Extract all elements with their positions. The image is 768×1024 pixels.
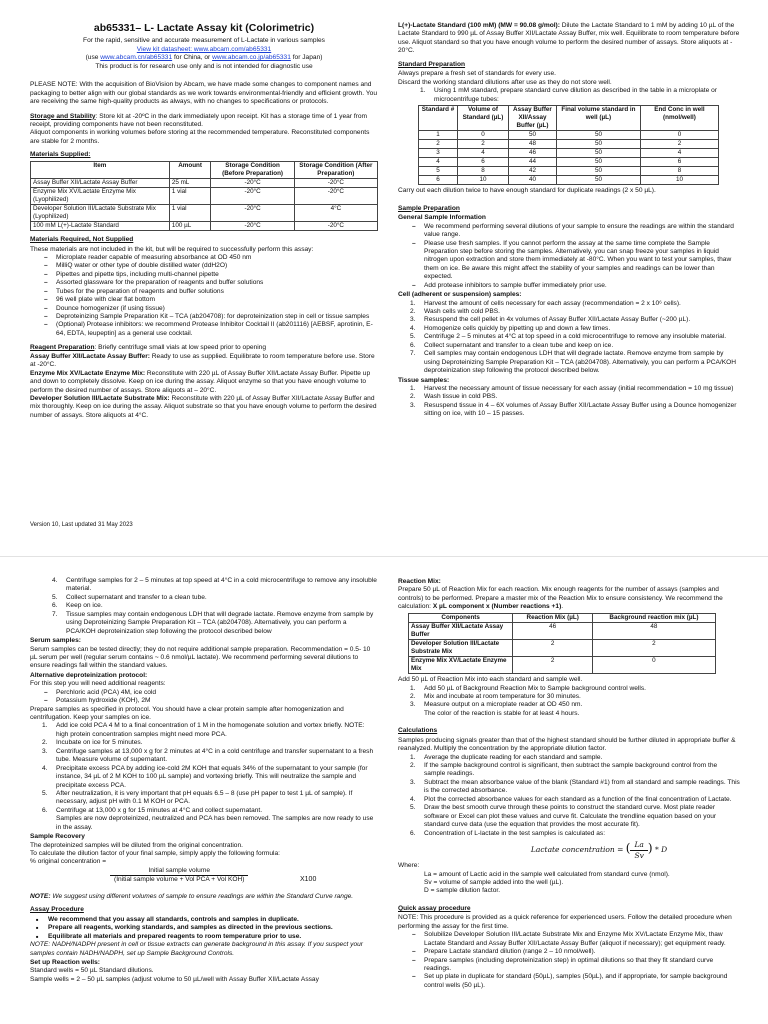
calculations-intro: Samples producing signals greater than that of the highest standard should be further diluted in appropriate buffer & reanalyzed. Multiply the concentration by the appropriate dilution factor. [398,736,736,753]
list-item: 2. Incubate on ice for 5 minutes. [42,739,143,747]
not-supplied-heading: Materials Required, Not Supplied [30,236,134,244]
table-row [419,131,719,140]
list-item: 4. Homogenize cells quickly by pipetting up and down a few times. [410,324,611,332]
alt-deprot-text: Prepare samples as specified in protocol. You should have a clear protein sample after homogenization and centrifugation. Keep your samples on ice. [30,705,344,721]
note-paragraph [30,893,378,901]
table-cell: Enzyme Mix XV/Lactate Enzyme Mix (Lyophilized) [31,187,170,204]
list-item: – (Optional) Protease inhibitors: we recommend Protease Inhibitor Cocktail II (ab201116) [AEBSF, aprotinin, E-64, EDTA, leupeptin] as a general use cocktail. [44,321,378,338]
step-text: Resuspend the cell pellet in 4x volumes of Assay Buffer XII/Lactate Assay Buffer (~200 µL). [424,316,691,324]
list-item: 3. Subtract the mean absorbance value of the blank (Standard #1) from all standard and sample readings. This is the corrected absorbance. [410,778,740,795]
table-cell: 0 [457,131,508,140]
materials-header-after: Storage Condition (After Preparation) [294,161,377,178]
mix-header-background: Background reaction mix (µL) [593,613,716,622]
cell-samples-heading: Cell (adherent or suspension) samples: [398,291,522,299]
reaction-mix-text: Prepare 50 µL of Reaction Mix for each reaction. Mix enough reagents for the number of assays (samples and controls) to be performed. Prepare a master mix of the Reaction Mix to ensure consistency. We recommend the calculation: X µL component x (Number reactions +1). [398,586,723,611]
storage-heading: Storage and Stability [30,112,96,120]
list-item: 5. Draw the best smooth curve through these points to construct the standard curve. Most plate reader software or Excel can plot these values and curve fit. Calculate the trendline equation based on your standard curve data (use the equation that provides the most accurate fit). [410,804,717,829]
table-cell: 42 [508,167,556,176]
table-cell: -20°C [294,187,377,204]
table-cell: 50 [556,149,640,158]
list-item: 3. Resuspend the cell pellet in 4x volumes of Assay Buffer XII/Lactate Assay Buffer (~200 µL). [410,316,691,324]
table-cell: 100 µL [169,222,211,231]
enzyme-text: Reconstitute with 220 µL of Assay Buffer XII/Lactate Assay Buffer. Pipette up and down to completely dissolve. Keep on ice during the assay. Aliquot enzyme so that you have enough volume to perform the desired number of assays. Store aliquots at – 20°C. [30,369,371,394]
step-text: Wash cells with cold PBS. [424,308,500,316]
assay-buffer-paragraph [30,353,378,370]
table-cell: 25 mL [169,178,211,187]
step-text: After neutralization, it is very important that pH equals 6.5 – 8 (use pH paper to test 1 µL of sample). If necessary, adjust pH with 0.1 M KOH or PCA. [56,789,353,806]
table-cell: Assay Buffer XII/Lactate Assay Buffer [409,622,513,639]
list-item: 1. Using 1 mM standard, prepare standard curve dilution as described in the table in a microplate or microcentrifuge tubes: [420,87,717,103]
table-cell: Developer Solution III/Lactate Substrate Mix (Lyophilized) [31,204,170,221]
std-header-buffer: Assay Buffer XII/Assay Buffer (µL) [508,105,556,130]
step-text: Mix and incubate at room temperature for 30 minutes. [424,692,581,700]
recovery-text-2: To calculate the dilution factor of your final sample, simply apply the following formula: [30,850,280,857]
std-header-number: Standard # [419,105,458,130]
subtitle: For the rapid, sensitive and accurate measurement of L-Lactate in various samples [83,37,325,45]
table-cell: 50 [556,158,640,167]
equation-numerator: La [630,840,647,851]
step-text: Incubate on ice for 5 minutes. [56,739,143,747]
table-cell: -20°C [211,222,294,231]
table-cell: -20°C [211,187,294,204]
materials-header-amount: Amount [169,161,211,178]
china-link[interactable]: www.abcam.cn/ab65331 [100,54,173,62]
recovery-denominator: (Initial sample volume + Vol PCA + Vol KOH) [114,876,245,884]
table-cell: Assay Buffer XII/Lactate Assay Buffer [31,178,170,187]
step-text: Harvest the necessary amount of tissue necessary for each assay (initial recommendation = 10 mg tissue) [424,384,734,392]
page2-right-column [398,577,740,990]
mix-header-reaction: Reaction Mix (µL) [513,613,593,622]
recovery-formula [30,867,378,889]
reagent-prep-heading: Reagent Preparation [30,344,95,352]
recovery-formula-label: % original concentration = [30,858,107,866]
recovery-text-1: The deproteinized samples will be diluted from the original concentration. [30,841,243,849]
step-text: Collect supernatant and transfer to a clean tube. [66,593,207,601]
step-text: Measure output on a microplate reader at OD 450 nm. [424,701,583,709]
list-item: D = sample dilution factor. [424,887,501,895]
list-item: ■ Equilibrate all materials and prepared reagents to room temperature prior to use. [36,933,378,941]
equation-lhs: Lactate concentration = [530,845,624,855]
table-cell: 50 [556,167,640,176]
not-supplied-intro: These materials are not included in the kit, but will be required to successfully perform this assay: [30,245,314,253]
storage-text-2: Aliquot components in working volumes before storing at the recommended temperature. Reconstituted components are stable for 2 months. [30,129,370,145]
table-cell: 100 mM L(+)-Lactate Standard [31,222,170,231]
version-footer: Version 10, Last updated 31 May 2023 [30,522,133,528]
developer-paragraph [30,395,378,420]
alt-suffix: for Japan) [290,54,323,62]
table-cell: -20°C [294,178,377,187]
table-row [409,622,716,639]
reaction-stable-note: The color of the reaction is stable for at least 4 hours. [424,709,580,717]
quick-procedure-heading: Quick assay procedure [398,904,471,912]
reaction-wells-heading: Set up Reaction wells: [30,958,100,966]
cell-samples-list [410,300,740,376]
list-item: 7. Cell samples may contain endogenous LDH that will degrade lactate. Remove enzyme from sample by using Deproteinizing Sample Preparation Kit – TCA (ab204708). Alternatively, you can perform a PCA/KOH deproteinization step following the protocol described below. [410,350,737,375]
standard-prep-line-2: Discard the working standard dilutions after use as they do not store well. [398,78,612,86]
table-row [31,178,378,187]
general-info-heading: General Sample Information [398,214,486,222]
serum-text: Serum samples can be tested directly; they do not require additional sample preparation. Recommendation = 0.5- 10 µL serum per well (regular serum contains ~ 0.6 nmol/µL lactate). We recommend performing several dilutions to ensure readings fall within the standard values. [30,645,371,670]
table-cell: 5 [419,167,458,176]
std-header-final: Final volume standard in well (µL) [556,105,640,130]
table-cell: 50 [556,140,640,149]
list-item: 6. Concentration of L-lactate in the test samples is calculated as: [410,829,606,837]
list-item: – Prepare Lactate standard dilution (range 2 – 10 nmol/well). [412,948,740,956]
table-cell: 46 [508,149,556,158]
where-list [424,871,740,896]
list-item: 1. Add 50 µL of Background Reaction Mix to Sample background control wells. [410,684,647,692]
list-item: Sv = volume of sample added into the well (µL). [424,879,564,887]
alt-sites-line [30,54,378,62]
recovery-numerator: Initial sample volume [110,867,248,876]
table-row [419,149,719,158]
assay-buffer-text: Ready to use as supplied. Equilibrate to room temperature before use. Store at -20°C. [30,352,375,369]
standard-heading: L(+)-Lactate Standard (100 mM) (MW = 90.08 g/mol): [398,22,560,29]
list-item: 2. Wash tissue in cold PBS. [410,393,498,401]
table-cell: 46 [513,622,593,639]
reagent-prep-paragraph [30,344,378,352]
list-item: – Set up plate in duplicate for standard (50µL), samples (50µL), and if appropriate, for sample background control wells (50 µL). [412,973,740,990]
table-cell: Developer Solution III/Lactate Substrate Mix [409,639,513,656]
step-number: 7. [52,610,58,618]
table-cell: -20°C [211,204,294,221]
table-row [31,222,378,231]
table-cell: 10 [640,176,718,185]
table-row [419,140,719,149]
list-item: – We recommend performing several dilutions of your sample to ensure the readings are within the standard value range. [412,223,740,240]
list-item: – Dounce homogenizer (if using tissue) [44,305,378,313]
step-text: Add 50 µL of Background Reaction Mix to Sample background control wells. [424,684,647,692]
table-row [409,639,716,656]
table-row [31,204,378,221]
step-text: Centrifuge samples at 13,000 x g for 2 minutes at 4°C in a cold centrifuge and transfer supernatant to a fresh tube. Measure volume of supernatant. [56,747,374,764]
list-item: 3. Centrifuge samples at 13,000 x g for 2 minutes at 4°C in a cold centrifuge and transfer supernatant to a fresh tube. Measure volume of supernatant. [42,747,374,764]
note-label: NOTE: [30,892,51,900]
list-item: – MilliQ water or other type of double distilled water (ddH2O) [44,262,378,270]
table-cell: 10 [457,176,508,185]
table-cell: 2 [419,140,458,149]
list-item: 1. Add ice cold PCA 4 M to a final concentration of 1 M in the homogenate solution and vortex briefly. NOTE: high protein concentration samples might need more PCA. [42,722,365,738]
list-item: 2. Wash cells with cold PBS. [410,308,500,316]
datasheet-link[interactable]: View kit datasheet: www.abcam.com/ab65331 [136,45,272,53]
step-text: Wash tissue in cold PBS. [424,393,498,401]
page1-right-column [398,22,740,419]
table-cell: 44 [508,158,556,167]
table-cell: -20°C [294,222,377,231]
list-item: – Deproteinizing Sample Preparation Kit – TCA (ab204708): for deproteinization step in cell or tissue samples [44,313,378,321]
step-text: Tissue samples may contain endogenous LDH that will degrade lactate. Remove enzyme from sample by using Deproteinizing Sample Preparation Kit – TCA (ab204708). Alternatively, you can perform a PCA/KOH deproteinization step following the protocol described below [66,610,374,635]
reaction-mix-heading: Reaction Mix: [398,578,441,585]
standard-carry-note: Carry out each dilution twice to have enough standard for duplicate readings (2 x 50 µL). [398,187,656,195]
table-row [31,187,378,204]
assay-bullets [36,916,378,941]
list-item: 3. Resuspend tissue in 4 – 6X volumes of Assay Buffer XII/Lactate Assay Buffer using a Dounce homogenizer sitting on ice, with 10 – 15 passes. [410,401,737,418]
table-cell: 1 vial [169,204,211,221]
reaction-wells-standard: Standard wells = 50 µL Standard dilutions. [30,967,154,975]
list-item: 1. Average the duplicate reading for each standard and sample. [410,753,603,761]
list-item: ■ Prepare all reagents, working standards, and samples as directed in the previous sections. [36,924,378,932]
table-cell: 4 [457,149,508,158]
alt-deprot-intro: For this step you will need additional reagents: [30,680,166,688]
step-text: Subtract the mean absorbance value of the blank (Standard #1) from all standard and sample readings. This is the corrected absorbance. [424,778,740,795]
table-cell: 2 [457,140,508,149]
step-text: Using 1 mM standard, prepare standard curve dilution as described in the table in a microplate or microcentrifuge tubes: [434,87,717,103]
reaction-mix-after: Add 50 µL of Reaction Mix into each standard and sample well. [398,676,583,684]
storage-text: : Store kit at -20ºC in the dark immediately upon receipt. Kit has a storage time of 1 year from receipt, providing components have not been reconstituted. [30,112,368,128]
step-text: Collect supernatant and transfer to a clean tube and keep on ice. [424,341,614,349]
quick-procedure-note: NOTE: This procedure is provided as a quick reference for experienced users. Follow the detailed procedure when performing the assay for the first time. [398,914,732,930]
list-item: 4. Precipitate excess PCA by adding ice-cold 2M KOH that equals 34% of the supernatant to your sample (for instance, 34 µL of 2 M KOH to 100 µL sample) and vortexing briefly. This will neutralize the sample and precipitate excess PCA. [42,764,368,789]
standard-prep-line-1: Always prepare a fresh set of standards for every use. [398,70,556,78]
standard-prep-heading: Standard Preparation [398,60,466,68]
list-item: 5. After neutralization, it is very important that pH equals 6.5 – 8 (use pH paper to test 1 µL of sample). If necessary, adjust pH with 0.1 M KOH or PCA. [42,789,353,806]
table-cell: 3 [419,149,458,158]
lactate-equation: Lactate concentration = ( $\frac{La}{Sv}$ ) * D [530,839,668,860]
list-item: – Potassium hydroxide (KOH), 2M [44,697,378,705]
list-item: 1. Harvest the amount of cells necessary for each assay (recommendation = 2 x 10⁶ cells). [410,299,681,307]
table-cell: -20°C [211,178,294,187]
step-text: Homogenize cells quickly by pipetting up and down a few times. [424,324,611,332]
table-cell: 2 [593,639,716,656]
standard-text: Dilute the Lactate Standard to 1 mM by adding 10 µL of the Lactate Standard to 990 µL of Assay Buffer XII/Lactate Assay Buffer, mix well. Equilibrate to room temperature before use. Aliquot standard so that you have enough volume to perform the desired number of assays. Store aliquots at - 20°C. [398,22,740,55]
list-item: – Assorted glassware for the preparation of reagents and buffer solutions [44,279,378,287]
list-item [52,594,378,602]
table-cell: 2 [513,639,593,656]
list-item: – Tubes for the preparation of reagents and buffer solutions [44,288,378,296]
materials-heading: Materials Supplied: [30,151,91,159]
assay-note: NOTE: NADH/NADPH present in cell or tissue extracts can generate background in this assay. If you suspect your samples contain NADH/NADPH, set up Sample Background Controls. [30,941,364,957]
table-row [419,167,719,176]
table-cell: 8 [640,167,718,176]
std-header-volume: Volume of Standard (µL) [457,105,508,130]
assay-procedure-heading: Assay Procedure [30,906,84,914]
table-cell: 4°C [294,204,377,221]
list-item: 3. Measure output on a microplate reader at OD 450 nm. [410,701,583,709]
tissue-continued-list [52,577,378,636]
table-row [419,176,719,185]
list-item [52,611,378,636]
table-cell: Enzyme Mix XV/Lactate Enzyme Mix [409,656,513,673]
table-row [419,158,719,167]
std-header-conc: End Conc in well (nmol/well) [640,105,718,130]
equation-fraction [630,840,647,860]
list-item: La = amount of Lactic acid in the sample well calculated from standard curve (nmol). [424,870,670,878]
step-text: Average the duplicate reading for each standard and sample. [424,753,603,761]
serum-heading: Serum samples: [30,637,81,645]
table-cell: 0 [640,131,718,140]
list-item: 6. Collect supernatant and transfer to a clean tube and keep on ice. [410,341,614,349]
list-item: – Solubilize Developer Solution III/Lactate Substrate Mix and Enzyme Mix XV/Lactate Enzyme Mix, thaw Lactate Standard and Assay Buffer XII/Lactate Assay Buffer (aliquot if necessary); get equipment ready. [412,931,740,948]
list-item: 6. Centrifuge at 13,000 x g for 15 minutes at 4°C and collect supernatant. [42,806,263,814]
step-number: 5. [52,593,58,601]
list-item: 2. If the sample background control is significant, then subtract the sample background control from the sample readings. [410,762,718,778]
table-cell: 2 [513,656,593,673]
step-text: Cell samples may contain endogenous LDH that will degrade lactate. Remove enzyme from sample by using Deproteinizing Sample Preparation Kit – TCA (ab204708). Alternatively, you can perform a PCA/KOH deproteinization step following the protocol described below. [424,350,737,375]
reaction-mix-table [408,613,716,674]
table-cell: 8 [457,167,508,176]
page2-left-column [30,577,378,984]
list-item: – Prepare samples (including deproteinization step) in optimal dilutions so that they fit standard curve readings. [412,957,740,974]
alt-prefix: (use [85,54,101,62]
equation-denominator: Sv [634,850,644,860]
step-text: Centrifuge 2 – 5 minutes at 4°C at top speed in a cold microcentrifuge to remove any insoluble material. [424,333,727,341]
step-text: Precipitate excess PCA by adding ice-cold 2M KOH that equals 34% of the supernatant to your sample (for instance, 34 µL of 2 M KOH to 100 µL sample) and vortexing briefly. This will neutralize the sample and precipitate excess PCA. [56,764,368,789]
list-item: 4. Plot the corrected absorbance values for each standard as a function of the final concentration of Lactate. [410,795,732,803]
step-number: 4. [52,577,58,584]
reagent-prep-text: : Briefly centrifuge small vials at low speed prior to opening [94,344,267,352]
mix-header-components: Components [409,613,513,622]
step-text: Centrifuge samples for 2 – 5 minutes at top speed at 4°C in a cold microcentrifuge to remove any insoluble material. [66,577,377,593]
step-text: Draw the best smooth curve through these points to construct the standard curve. Most plate reader software or Excel can plot these values and curve fit. Calculate the trendline equation based on your standard curve data (use the equation that provides the most accurate fit). [424,804,717,829]
reaction-mix-body: Prepare 50 µL of Reaction Mix for each reaction. Mix enough reagents for the number of assays (samples and controls) to be performed. Prepare a master mix of the Reaction Mix to ensure consistency. We recommend the calculation: [398,586,723,611]
table-cell: 48 [593,622,716,639]
table-cell: 40 [508,176,556,185]
alt-deprot-steps [42,722,378,815]
step-text: Add ice cold PCA 4 M to a final concentration of 1 M in the homogenate solution and vortex briefly. NOTE: high protein concentration samples might need more PCA. [56,722,365,738]
general-info-list [412,223,740,291]
alt-reagents-list [44,689,378,706]
materials-table [30,161,378,231]
note-text: We suggest using different volumes of sample to ensure readings are within the Standard Curve range. [50,892,354,900]
tissue-samples-list [410,385,740,419]
materials-header-item: Item [31,161,170,178]
list-item: ■ We recommend that you assay all standards, controls and samples in duplicate. [36,916,378,924]
recovery-heading: Sample Recovery [30,833,85,841]
step-number: 6. [52,602,58,610]
reaction-mix-calc: X µL component x (Number reactions +1) [432,603,562,611]
step-text: Harvest the amount of cells necessary for each assay (recommendation = 2 x 10⁶ cells). [424,299,681,307]
tissue-samples-heading: Tissue samples: [398,376,450,384]
list-item: – Please use fresh samples. If you cannot perform the assay at the same time complete the Sample Preparation step before storing the samples. Alternatively, you can snap freeze your samples in liquid nitrogen upon extraction and store them immediately at -80°C. When you want to test your samples, thaw them on ice. Be aware this might affect the stability of your samples and readings can be lower than expected. [412,240,740,282]
standard-paragraph [398,22,740,56]
table-cell: 4 [640,149,718,158]
enzyme-heading: Enzyme Mix XV/Lactate Enzyme Mix: [30,369,146,377]
step-text: Resuspend tissue in 4 – 6X volumes of Assay Buffer XII/Lactate Assay Buffer using a Dounce homogenizer sitting on ice, with 10 – 15 passes. [424,401,737,418]
calculations-steps [410,754,740,838]
enzyme-paragraph [30,370,378,395]
list-item: – Add protease inhibitors to sample buffer immediately prior use. [412,282,740,290]
step-text: If the sample background control is significant, then subtract the sample background control from the sample readings. [424,762,718,778]
table-cell: 6 [419,176,458,185]
developer-text: Reconstitute with 220 µL of Assay Buffer XII/Lactate Assay Buffer and mix thoroughly. Keep on ice during the assay. Aliquot substrate so that you have enough volume to perform the desired number of assays. Store aliquots at 4°C. [30,394,377,419]
list-item: – Microplate reader capable of measuring absorbance at OD 450 nm [44,254,378,262]
list-item: 1. Harvest the necessary amount of tissue necessary for each assay (initial recommendation = 10 mg tissue) [410,384,734,392]
not-supplied-list [44,254,378,338]
table-cell: 1 [419,131,458,140]
alt-mid: for China, or [172,54,213,62]
table-cell: 1 vial [169,187,211,204]
recovery-multiplier: X100 [300,875,317,883]
list-item: – 96 well plate with clear flat bottom [44,296,378,304]
table-row [409,656,716,673]
quick-procedure-list [412,931,740,990]
table-cell: 50 [556,131,640,140]
table-cell: 6 [640,158,718,167]
list-item: – Pipettes and pipette tips, including multi-channel pipette [44,271,378,279]
table-cell: 2 [640,140,718,149]
standard-prep-steps [420,87,740,104]
equation-rhs: * D [654,845,668,855]
step-text: Centrifuge at 13,000 x g for 15 minutes at 4°C and collect supernatant. [56,806,263,814]
japan-link[interactable]: www.abcam.co.jp/ab65331 [212,54,291,62]
reaction-wells-sample: Sample wells = 2 – 50 µL samples (adjust volume to 50 µL/well with Assay Buffer XII/Lactate Assay [30,975,319,983]
reaction-mix-steps [410,685,740,710]
list-item [52,577,378,594]
table-cell: 50 [556,176,640,185]
list-item: 2. Mix and incubate at room temperature for 30 minutes. [410,692,581,700]
document-title: ab65331– L- Lactate Assay kit (Colorimetric) [93,22,315,34]
calculations-heading: Calculations [398,727,438,735]
step-text: Concentration of L-lactate in the test samples is calculated as: [424,829,606,837]
table-cell: 6 [457,158,508,167]
step-text: Plot the corrected absorbance values for each standard as a function of the final concentration of Lactate. [424,795,732,803]
materials-header-before: Storage Condition (Before Preparation) [211,161,294,178]
list-item: 5. Centrifuge 2 – 5 minutes at 4°C at top speed in a cold microcentrifuge to remove any insoluble material. [410,333,727,341]
please-note: PLEASE NOTE: With the acquisition of BioVision by Abcam, we have made some changes to component names and packaging to better align with our global standards as we work towards environmental-friendly and efficient growth. You are receiving the same high-quality products as always, with no changes to specifications or protocols. [30,81,377,106]
page-2 [0,556,768,1024]
where-label: Where: [398,862,420,870]
research-note: This product is for research use only and is not intended for diagnostic use [95,62,313,70]
step-text: Keep on ice. [66,602,103,610]
list-item: – Perchloric acid (PCA) 4M, ice cold [44,689,378,697]
table-cell: 4 [419,158,458,167]
recovery-fraction [110,867,248,885]
table-cell: 0 [593,656,716,673]
standard-table [418,105,719,185]
sample-prep-heading: Sample Preparation [398,204,460,212]
list-item [52,602,378,610]
table-cell: 50 [508,131,556,140]
table-cell: 48 [508,140,556,149]
developer-heading: Developer Solution III/Lactate Substrate Mix: [30,394,170,402]
storage-paragraph [30,113,378,147]
page1-left-column [30,22,378,424]
alt-deprot-heading: Alternative deproteinization protocol: [30,671,148,679]
alt-deprot-after: Samples are now deproteinized, neutralized and PCA has been removed. The samples are now ready to use in the assay. [56,815,374,831]
assay-buffer-heading: Assay Buffer XII/Lactate Assay Buffer: [30,352,150,360]
